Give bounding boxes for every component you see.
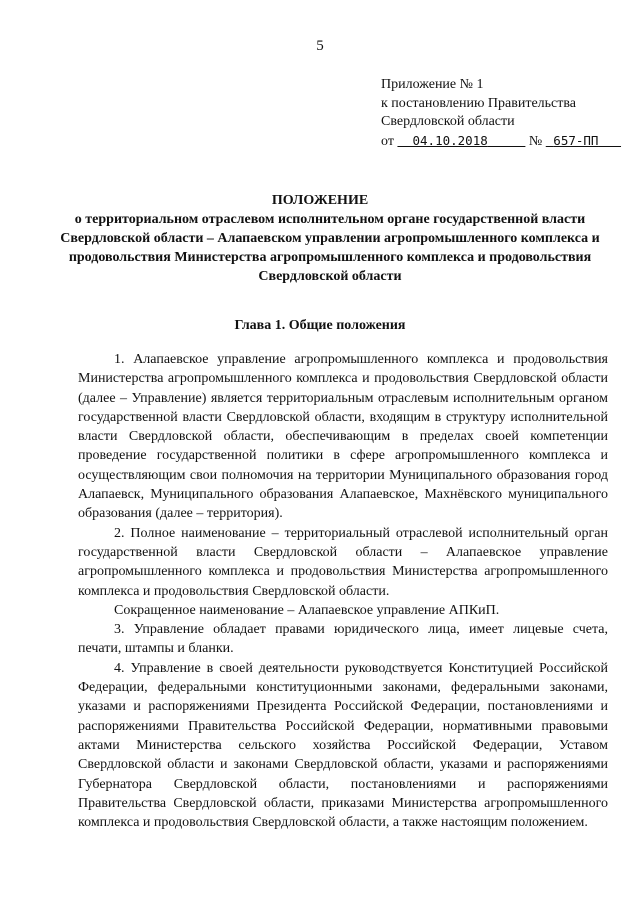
document-body [78,350,608,832]
paragraph-2: 2. Полное наименование – территориальный отраслевой исполнительный орган государственной власти Свердловской области – Алапаевское управление агропромышленного комплекса и продовольствия Министерства агропромышленного комплекса и продовольствия Свердловской области. [78,525,608,599]
number-label: № [528,133,543,149]
paragraph-4: 4. Управление в своей деятельности руководствуется Конституцией Российской Федерации, федеральными конституционными законами, федеральными законами, указами и распоряжениями Президента Российской Федерации, постановлениями и распоряжениями Правительства Российской Федерации, нормативными правовыми актами Министерства сельского хозяйства Российской Федерации, Уставом Свердловской области и законами Свердловской области, указами и распоряжениями Губернатора Свердловской области, постановлениями и распоряжениями Правительства Свердловской области, приказами Министерства агропромышленного комплекса и продовольствия Свердловской области, а также настоящим положением. [78,660,608,831]
page-number: 5 [316,38,324,54]
appendix-date-line [381,132,621,152]
paragraph-short-name: Сокращенное наименование – Алапаевское управление АПКиП. [114,602,500,618]
appendix-block [381,76,621,151]
document-title: ПОЛОЖЕНИЕ [271,193,369,208]
resolution-date: 04.10.2018 [412,132,488,148]
from-label: от [381,133,394,149]
paragraph-3: 3. Управление обладает правами юридического лица, имеет лицевые счета, печати, штампы и бланки. [78,622,608,657]
appendix-line-2: к постановлению Правительства [381,95,577,111]
document-subtitle: о территориальном отраслевом исполнительном органе государственной власти Свердловской области – Алапаевском управлении агропромышленного комплекса и продовольствия Министерства агропромышленного комплекса и продовольствия Свердловской области [60,212,600,284]
appendix-line-1: Приложение № 1 [381,77,484,92]
chapter-heading: Глава 1. Общие положения [234,318,406,333]
resolution-number: 657-ПП [553,132,599,148]
paragraph-1: 1. Алапаевское управление агропромышленного комплекса и продовольствия Министерства агропромышленного комплекса и продовольствия Свердловской области (далее – Управление) является территориальным отраслевым исполнительным органом государственной власти Свердловской области, входящим в структуру исполнительной власти Свердловской области, обеспечивающим в пределах своей компетенции проведение государственной политики в сфере агропромышленного комплекса и осуществляющим свои полномочия на территории Муниципального образования город Алапаевск, Муниципального образования Алапаевское, Махнёвского муниципального образования (далее – территория). [78,352,608,522]
appendix-line-3: Свердловской области [381,114,515,129]
